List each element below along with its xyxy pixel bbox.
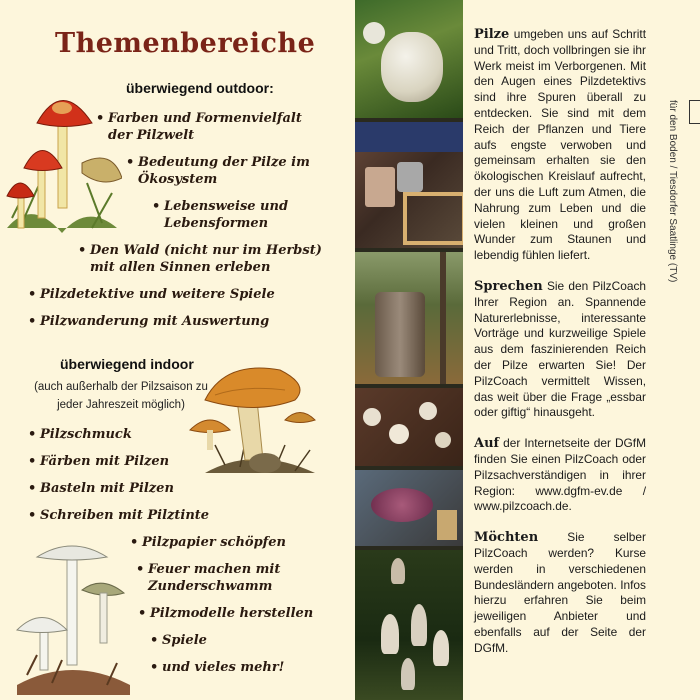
photo-workshop (355, 122, 463, 248)
red-mushroom-illustration (2, 78, 122, 238)
list-item: Ökosystem (138, 172, 218, 187)
list-item: • Lebensweise und (152, 199, 289, 214)
list-item: mit allen Sinnen erleben (90, 260, 271, 275)
paragraph-moechten: Möchten Sie selber PilzCoach werden? Kurse werden in verschiedenen Bundesländern angeboten. Infos hierzu erfahren Sie beim jeweiligen Anbieter und ebenfalls auf der Seite der DGfM. (474, 530, 646, 655)
paragraph-auf: Auf der Internetseite der DGfM finden Sie einen PilzCoach oder Pilzsachverständigen in ihrer Region: www.dgfm-ev.de / www.pilzcoach.de. (474, 436, 646, 514)
white-mushroom-illustration (12, 535, 132, 695)
list-item: • Pilzdetektive und weitere Spiele (28, 287, 275, 302)
list-item: Lebensformen (164, 216, 269, 231)
outdoor-heading: überwiegend outdoor: (126, 80, 274, 96)
list-item: • Pilzmodelle herstellen (138, 606, 314, 621)
list-item: • Spiele (150, 633, 207, 648)
photo-inkcaps (355, 550, 463, 700)
fold-marker (689, 100, 700, 124)
list-item: • Pilzpapier schöpfen (130, 535, 286, 550)
list-item: • Den Wald (nicht nur im Herbst) (78, 243, 322, 258)
list-item: • Färben mit Pilzen (28, 454, 170, 469)
list-item: • Bedeutung der Pilze im (126, 155, 310, 170)
indoor-note: (auch außerhalb der Pilzsaison zu jeder Jahreszeit möglich) (34, 381, 208, 411)
paragraph-sprechen: Sprechen Sie den PilzCoach Ihrer Region an. Spannende Naturerlebnisse, interessante Vorträge und kurzweilige Spiele aus dem faszinierenden Reich der Pilze erwarten Sie! Der PilzCoach vermittelt Wissen, das weit über die Frage „essbar oder giftig“ hinausgeht. (474, 278, 646, 420)
photo-mushrooms-cut (355, 388, 463, 466)
list-item: • Feuer machen mit (136, 562, 281, 577)
photo-forest (355, 252, 463, 384)
indoor-heading: überwiegend indoor (60, 356, 194, 372)
page-title: Themenbereiche (55, 28, 316, 59)
vertical-credit-text: für den Boden / Tiesdorfer Saatlinge (TV) (667, 100, 678, 283)
list-item: • Basteln mit Pilzen (28, 481, 174, 496)
info-text-column (474, 27, 646, 671)
list-item: • Schreiben mit Pilztinte (28, 508, 210, 523)
list-item: Zunderschwamm (148, 579, 273, 594)
list-item: • Pilzwanderung mit Auswertung (28, 314, 270, 329)
orange-mushroom-illustration (185, 345, 325, 480)
photo-cooking (355, 470, 463, 546)
list-item: • und vieles mehr! (150, 660, 285, 675)
photo-puffball (355, 0, 463, 118)
list-item: • Farben und Formenvielfalt (96, 111, 302, 126)
paragraph-pilze: Pilze umgeben uns auf Schritt und Tritt, doch vollbringen sie ihr Werk meist im Verborgenen. Mit den Augen eines Pilzdetektivs sind ihre Spuren überall zu entdecken. Sie sind mit dem Reich der Pflanzen und Tiere aufs engste verwoben und gemeinsam erhalten sie den ökologischen Kreislauf aufrecht, der uns die Luft zum Atmen, die Nahrung zum Leben und die vielen kleinen und großen Wunder zum Staunen und lebendig fühlen liefert. (474, 27, 646, 263)
photo-column (355, 0, 463, 700)
list-item: der Pilzwelt (108, 128, 195, 143)
list-item: • Pilzschmuck (28, 427, 132, 442)
